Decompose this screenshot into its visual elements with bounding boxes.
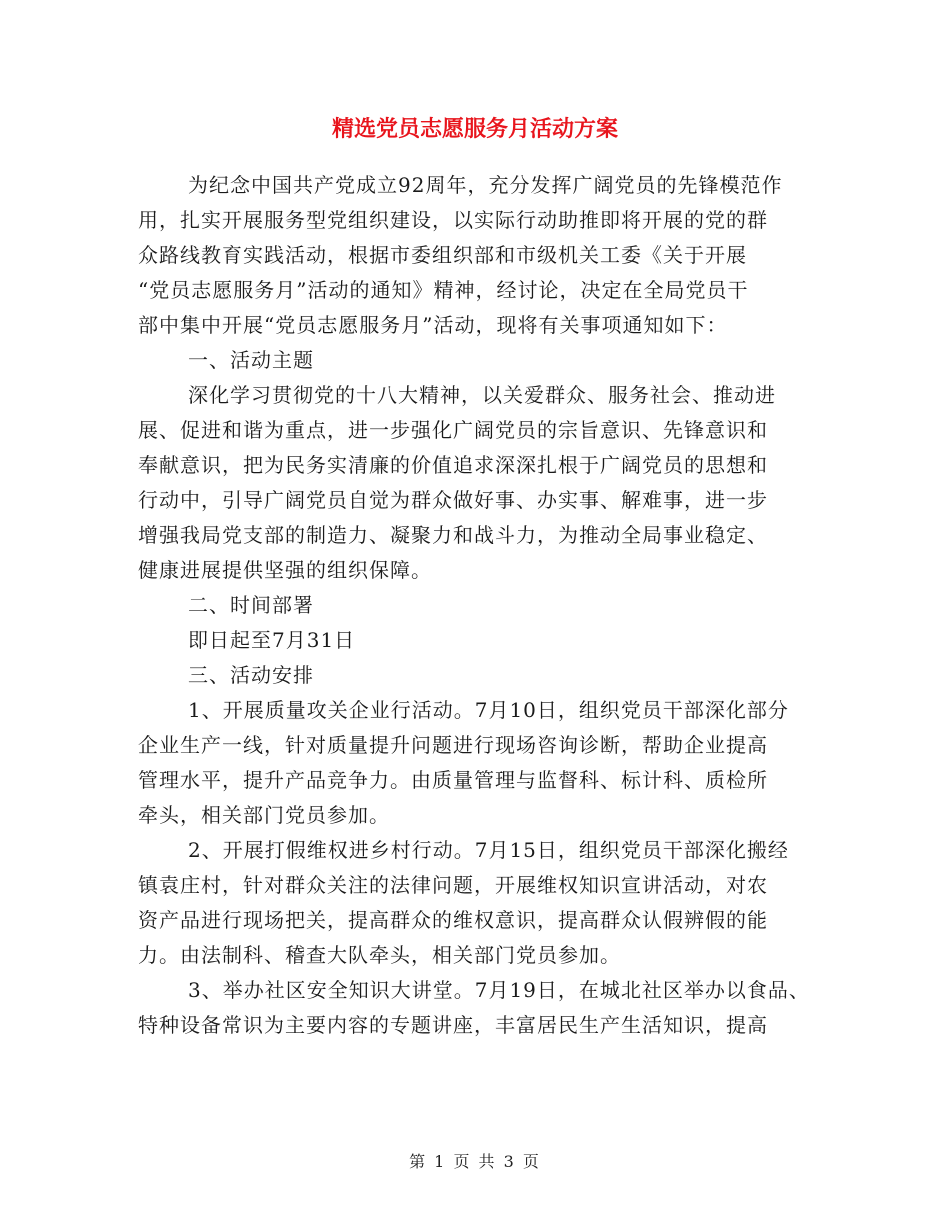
paragraph-line: 力。由法制科、稽查大队牵头，相关部门党员参加。 (138, 943, 621, 967)
paragraph-line: 用，扎实开展服务型党组织建设，以实际行动助推即将开展的党的群 (138, 208, 768, 232)
paragraph-line: 健康进展提供坚强的组织保障。 (138, 558, 432, 582)
paragraph-line: 展、促进和谐为重点，进一步强化广阔党员的宗旨意识、先锋意识和 (138, 418, 768, 442)
document-title: 精选党员志愿服务月活动方案 (331, 117, 618, 142)
paragraph-line: 为纪念中国共产党成立92周年，充分发挥广阔党员的先锋模范作 (188, 173, 783, 197)
section-heading: 三、活动安排 (188, 663, 314, 687)
paragraph-line: 资产品进行现场把关，提高群众的维权意识，提高群众认假辨假的能 (138, 908, 768, 932)
paragraph-line: 1、开展质量攻关企业行活动。7月10日，组织党员干部深化部分 (188, 698, 789, 722)
paragraph-line: 奉献意识，把为民务实清廉的价值追求深深扎根于广阔党员的思想和 (138, 453, 768, 477)
paragraph-line: 企业生产一线，针对质量提升问题进行现场咨询诊断，帮助企业提高 (138, 733, 768, 757)
page-number: 第 1 页 共 3 页 (409, 1152, 541, 1171)
paragraph-line: 部中集中开展“党员志愿服务月”活动，现将有关事项通知如下： (138, 313, 728, 337)
paragraph-line: 即日起至7月31日 (188, 628, 356, 652)
paragraph-line: 行动中，引导广阔党员自觉为群众做好事、办实事、解难事，进一步 (138, 488, 768, 512)
paragraph-line: 众路线教育实践活动，根据市委组织部和市级机关工委《关于开展 (138, 243, 747, 267)
paragraph-line: 增强我局党支部的制造力、凝聚力和战斗力，为推动全局事业稳定、 (138, 523, 768, 547)
paragraph-line: 镇袁庄村，针对群众关注的法律问题，开展维权知识宣讲活动，对农 (138, 873, 768, 897)
paragraph-line: 管理水平，提升产品竞争力。由质量管理与监督科、标计科、质检所 (138, 768, 768, 792)
paragraph-line: 2、开展打假维权进乡村行动。7月15日，组织党员干部深化搬经 (188, 838, 789, 862)
paragraph-line: 牵头，相关部门党员参加。 (138, 803, 390, 827)
section-heading: 二、时间部署 (188, 593, 314, 617)
paragraph-line: “党员志愿服务月”活动的通知》精神，经讨论，决定在全局党员干 (138, 278, 749, 302)
section-heading: 一、活动主题 (188, 348, 314, 372)
paragraph-line: 深化学习贯彻党的十八大精神，以关爱群众、服务社会、推动进 (188, 383, 776, 407)
paragraph-line: 特种设备常识为主要内容的专题讲座，丰富居民生产生活知识，提高 (138, 1013, 768, 1037)
paragraph-line: 3、举办社区安全知识大讲堂。7月19日，在城北社区举办以食品、 (188, 978, 810, 1002)
document-body (138, 168, 818, 1043)
